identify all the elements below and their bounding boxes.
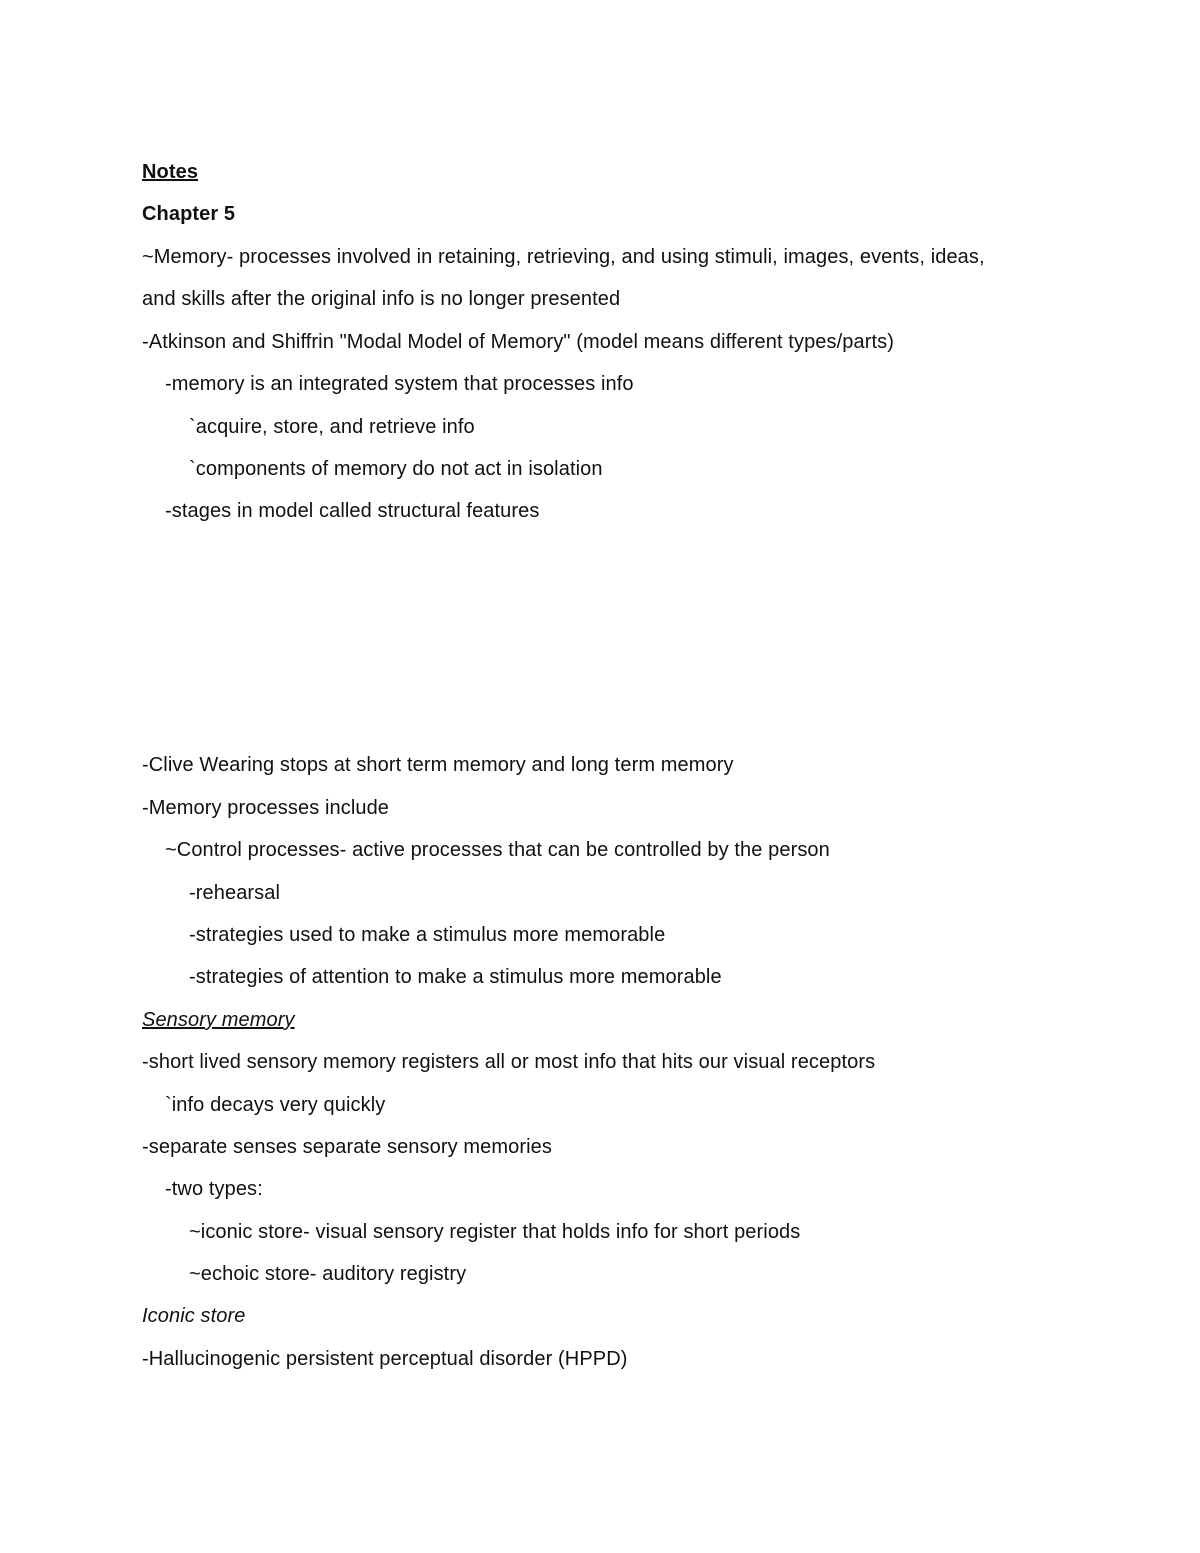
separate-senses-line: -separate senses separate sensory memories [142,1136,552,1158]
info-decays-line: `info decays very quickly [165,1094,386,1116]
integrated-system-line: -memory is an integrated system that processes info [165,373,634,395]
strategies-attention-line: -strategies of attention to make a stimulus more memorable [189,966,722,988]
memory-definition-line-2: and skills after the original info is no longer presented [142,288,621,310]
memory-definition-line-1: ~Memory- processes involved in retaining, retrieving, and using stimuli, images, events, ideas, [142,246,985,268]
rehearsal-line: -rehearsal [189,882,281,904]
sensory-memory-heading: Sensory memory [142,1009,295,1031]
components-line: `components of memory do not act in isolation [189,458,603,480]
clive-wearing-line: -Clive Wearing stops at short term memory and long term memory [142,754,734,776]
hppd-line: -Hallucinogenic persistent perceptual disorder (HPPD) [142,1348,628,1370]
short-lived-sensory-line: -short lived sensory memory registers all or most info that hits our visual receptors [142,1051,876,1073]
structural-features-line: -stages in model called structural features [165,500,540,522]
iconic-store-heading: Iconic store [142,1305,246,1327]
modal-model-line: -Atkinson and Shiffrin "Modal Model of Memory" (model means different types/parts) [142,331,894,353]
acquire-store-retrieve-line: `acquire, store, and retrieve info [189,416,475,438]
memory-processes-line: -Memory processes include [142,797,390,819]
two-types-line: -two types: [165,1178,263,1200]
notes-title: Notes [142,161,199,183]
control-processes-line: ~Control processes- active processes that can be controlled by the person [165,839,830,861]
strategies-memorable-line: -strategies used to make a stimulus more memorable [189,924,666,946]
iconic-store-line: ~iconic store- visual sensory register that holds info for short periods [189,1221,801,1243]
echoic-store-line: ~echoic store- auditory registry [189,1263,467,1285]
chapter-heading: Chapter 5 [142,203,236,225]
